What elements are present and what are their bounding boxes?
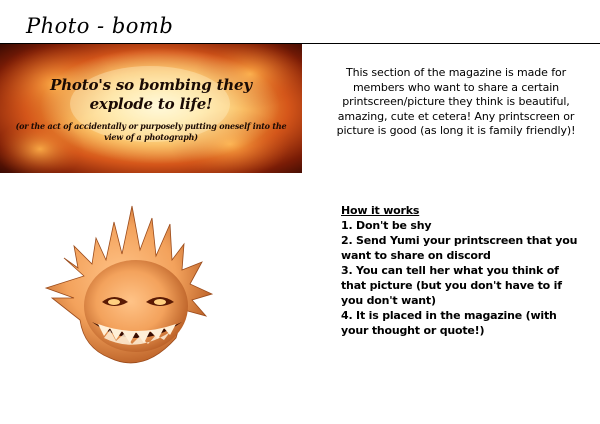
step-item: 1. Don't be shy bbox=[341, 219, 432, 232]
how-it-works-steps bbox=[341, 218, 586, 338]
banner-headline bbox=[0, 76, 302, 114]
step-item: 2. Send Yumi your printscreen that you want to share on discord bbox=[341, 234, 578, 262]
step-item: 3. You can tell her what you think of that picture (but you don't have to if you don't want) bbox=[341, 264, 562, 307]
how-it-works-section bbox=[341, 203, 586, 338]
banner-headline-line-1: Photo's so bombing they bbox=[50, 76, 252, 94]
page-title: Photo - bomb bbox=[26, 14, 174, 38]
fire-monster-image bbox=[44, 198, 224, 374]
step-item: 4. It is placed in the magazine (with your thought or quote!) bbox=[341, 309, 557, 337]
explosion-banner bbox=[0, 44, 302, 173]
banner-headline-line-2: explode to life! bbox=[89, 95, 213, 113]
intro-paragraph: This section of the magazine is made for members who want to share a certain printscreen/picture they think is beautiful, amazing, cute et cetera! Any printscreen or picture is good (as long it is family friendly)! bbox=[336, 66, 576, 137]
banner-caption: (or the act of accidentally or purposely putting oneself into the view of a photograph) bbox=[15, 121, 287, 142]
how-it-works-heading: How it works bbox=[341, 204, 420, 217]
